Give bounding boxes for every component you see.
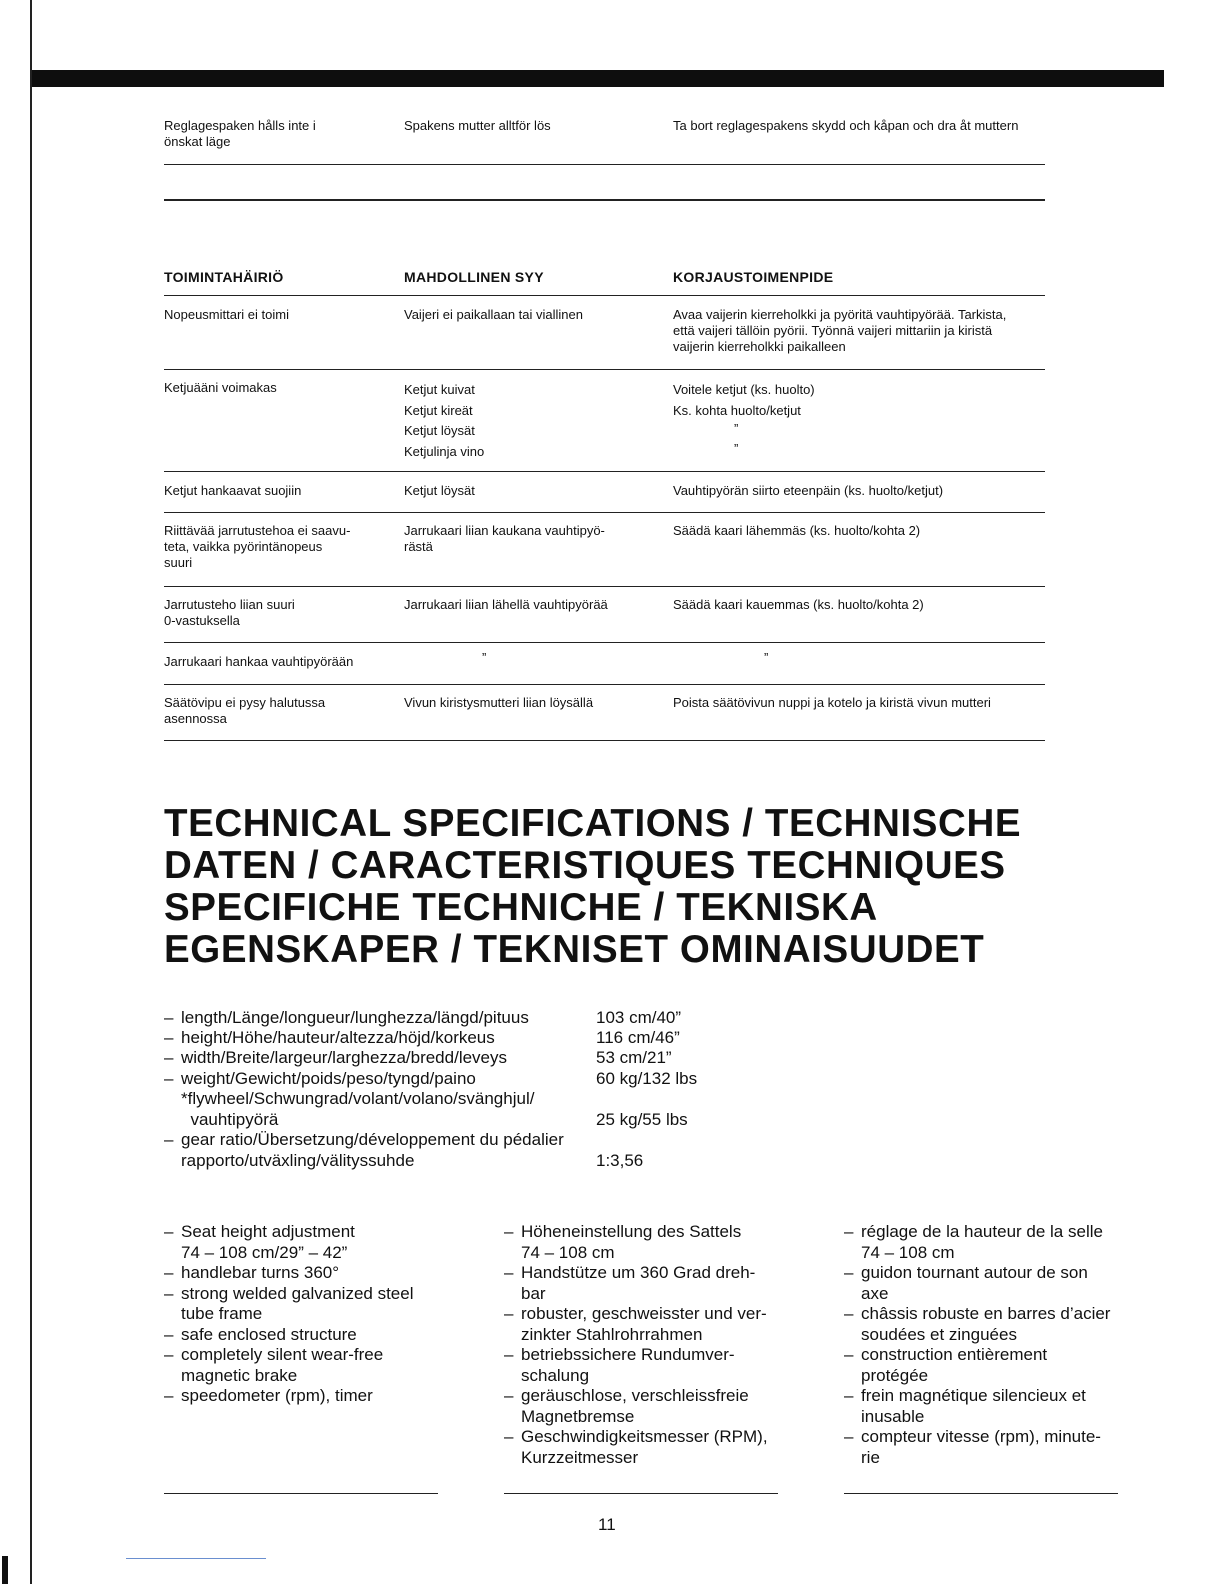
- spec-value: 53 cm/21”: [596, 1048, 672, 1067]
- feature-dash: –: [844, 1386, 854, 1405]
- feature-dash: –: [164, 1263, 174, 1282]
- fi-row-cause: Vivun kiristysmutteri liian löysällä: [404, 695, 594, 710]
- spec-dash: –: [164, 1069, 174, 1088]
- feature-text: Höheneinstellung des Sattels 74 – 108 cm: [521, 1222, 742, 1262]
- fi-row-cause: Jarrukaari liian lähellä vauhtipyörää: [404, 597, 608, 612]
- feature-dash: –: [844, 1345, 854, 1364]
- fi-row-divider: [164, 369, 1045, 370]
- spec-row: [164, 1069, 784, 1090]
- feature-item: [504, 1386, 794, 1427]
- feature-text: betriebssichere Rundumver- schalung: [521, 1345, 735, 1385]
- feature-dash: –: [844, 1427, 854, 1446]
- fi-row-cause-ditto: ”: [482, 650, 487, 665]
- feature-item: [844, 1345, 1144, 1386]
- column-rule: [164, 1493, 438, 1494]
- fi-row-problem: Jarrutusteho liian suuri 0-vastuksella: [164, 597, 295, 628]
- sv-row-divider: [164, 164, 1045, 165]
- spec-value: 1:3,56: [596, 1151, 644, 1170]
- feature-text: completely silent wear-free magnetic brake: [181, 1345, 384, 1385]
- spec-label: gear ratio/Übersetzung/développement du pédalier: [181, 1130, 564, 1149]
- feature-dash: –: [164, 1345, 174, 1364]
- fi-row-remedy: Säädä kaari lähemmäs (ks. huolto/kohta 2): [673, 523, 921, 538]
- feature-item: [504, 1304, 794, 1345]
- spec-value: 25 kg/55 lbs: [596, 1110, 688, 1129]
- feature-item: [504, 1222, 794, 1263]
- feature-dash: –: [844, 1222, 854, 1241]
- feature-dash: –: [504, 1304, 514, 1323]
- fi-row-cause: Jarrukaari liian kaukana vauhtipyö- rästä: [404, 523, 605, 554]
- feature-text: compteur vitesse (rpm), minute- rie: [861, 1427, 1101, 1467]
- feature-text: Seat height adjustment 74 – 108 cm/29” – 42”: [181, 1222, 355, 1262]
- feature-dash: –: [504, 1263, 514, 1282]
- feature-item: [164, 1345, 454, 1386]
- feature-text: speedometer (rpm), timer: [181, 1386, 373, 1405]
- fi-row-divider: [164, 642, 1045, 643]
- feature-text: châssis robuste en barres d’acier soudées et zinguées: [861, 1304, 1111, 1344]
- fi-row-remedy-ditto: ”: [764, 650, 769, 665]
- fi-row-problem: Jarrukaari hankaa vauhtipyörään: [164, 654, 354, 669]
- spec-row: [164, 1130, 784, 1151]
- spec-label: length/Länge/longueur/lunghezza/längd/pituus: [181, 1008, 529, 1027]
- feature-item: [844, 1427, 1144, 1468]
- feature-item: [844, 1222, 1144, 1263]
- header-bar: [32, 70, 1164, 87]
- fi-row-divider: [164, 471, 1045, 472]
- fi-table-bottom-rule: [164, 740, 1045, 741]
- feature-text: strong welded galvanized steel tube frame: [181, 1283, 414, 1323]
- fi-row-remedy: Säädä kaari kauemmas (ks. huolto/kohta 2): [673, 597, 924, 612]
- fi-row-problem: Ketjut hankaavat suojiin: [164, 483, 302, 498]
- scan-mark: [2, 1556, 8, 1584]
- spec-label: rapporto/utväxling/välityssuhde: [181, 1151, 415, 1170]
- spec-dash: –: [164, 1048, 174, 1067]
- fi-row-cause: Ketjut kuivat Ketjut kireät Ketjut löysät Ketjulinja vino: [404, 382, 485, 459]
- feature-text: Handstütze um 360 Grad dreh- bar: [521, 1263, 756, 1303]
- fi-header-rule: [164, 295, 1045, 296]
- feature-item: [164, 1284, 454, 1325]
- feature-dash: –: [164, 1324, 174, 1344]
- spec-row: [164, 1089, 784, 1110]
- feature-dash: –: [504, 1345, 514, 1364]
- feature-item: [504, 1345, 794, 1386]
- spec-label: width/Breite/largeur/larghezza/bredd/leveys: [181, 1048, 508, 1067]
- spec-value: 116 cm/46”: [596, 1028, 680, 1047]
- feature-dash: –: [504, 1222, 514, 1241]
- fi-row-remedy: Poista säätövivun nuppi ja kotelo ja kiristä vivun mutteri: [673, 695, 991, 710]
- feature-item: [844, 1386, 1144, 1427]
- spec-title: TECHNICAL SPECIFICATIONS / TECHNISCHE DATEN / CARACTERISTIQUES TECHNIQUES SPECIFICHE TECHNICHE / TEKNISKA EGENSKAPER / TEKNISET OMINAISUUDET: [164, 802, 1022, 971]
- spec-label: vauhtipyörä: [181, 1110, 279, 1129]
- feature-text: handlebar turns 360°: [181, 1263, 340, 1282]
- fi-row-problem: Säätövipu ei pysy halutussa asennossa: [164, 695, 326, 726]
- feature-text: frein magnétique silencieux et inusable: [861, 1386, 1086, 1426]
- fi-row-remedy: Voitele ketjut (ks. huolto) Ks. kohta huolto/ketjut: [673, 382, 815, 418]
- feature-text: Geschwindigkeitsmesser (RPM), Kurzzeitmesser: [521, 1427, 768, 1467]
- spec-dash: –: [164, 1008, 174, 1027]
- feature-item: [164, 1263, 454, 1284]
- page-edge-rule: [30, 0, 32, 1584]
- page-number: 11: [598, 1515, 616, 1534]
- spec-dash: –: [164, 1130, 174, 1149]
- feature-dash: –: [844, 1304, 854, 1323]
- fi-row-divider: [164, 586, 1045, 587]
- feature-text: safe enclosed structure: [181, 1324, 357, 1344]
- fi-row-problem: Ketjuääni voimakas: [164, 380, 277, 395]
- feature-item: [844, 1263, 1144, 1304]
- fi-row-problem: Riittävää jarrutustehoa ei saavu- teta, vaikka pyörintänopeus suuri: [164, 523, 351, 570]
- feature-item: [164, 1325, 454, 1346]
- fi-row-remedy: Vauhtipyörän siirto eteenpäin (ks. huolto/ketjut): [673, 483, 944, 498]
- fi-row-divider: [164, 512, 1045, 513]
- fi-header-problem: TOIMINTAHÄIRIÖ: [164, 269, 284, 285]
- spec-value: 60 kg/132 lbs: [596, 1069, 698, 1088]
- fi-row-cause: Vaijeri ei paikallaan tai viallinen: [404, 307, 583, 322]
- feature-text: geräuschlose, verschleissfreie Magnetbremse: [521, 1386, 749, 1426]
- sv-table-bottom-rule: [164, 199, 1045, 201]
- spec-row: [164, 1151, 784, 1172]
- spec-dash: –: [164, 1028, 174, 1047]
- feature-item: [504, 1427, 794, 1468]
- fi-row-divider: [164, 684, 1045, 685]
- feature-dash: –: [504, 1386, 514, 1405]
- feature-dash: –: [164, 1283, 174, 1303]
- sv-cause-cell: Spakens mutter alltför lös: [404, 118, 551, 133]
- feature-item: [504, 1263, 794, 1304]
- spec-row: [164, 1028, 784, 1049]
- sv-remedy-cell: Ta bort reglagespakens skydd och kåpan och dra åt muttern: [673, 118, 1019, 133]
- feature-text: construction entièrement protégée: [861, 1345, 1048, 1385]
- fi-header-cause: MAHDOLLINEN SYY: [404, 269, 544, 285]
- sv-problem-cell: Reglagespaken hålls inte i önskat läge: [164, 118, 316, 149]
- feature-item: [164, 1222, 454, 1263]
- spec-row: [164, 1048, 784, 1069]
- feature-dash: –: [164, 1386, 174, 1405]
- fi-ditto-mark: ”: [734, 421, 739, 436]
- feature-item: [844, 1304, 1144, 1345]
- feature-dash: –: [504, 1427, 514, 1446]
- feature-item: [164, 1386, 454, 1407]
- features-german: [504, 1222, 794, 1468]
- spec-value: 103 cm/40”: [596, 1008, 682, 1027]
- feature-text: guidon tournant autour de son axe: [861, 1263, 1088, 1303]
- feature-text: réglage de la hauteur de la selle 74 – 108 cm: [861, 1222, 1103, 1262]
- feature-text: robuster, geschweisster und ver- zinkter Stahlrohrrahmen: [521, 1304, 767, 1344]
- fi-header-remedy: KORJAUSTOIMENPIDE: [673, 269, 834, 285]
- spec-label: *flywheel/Schwungrad/volant/volano/svänghjul/: [181, 1089, 535, 1108]
- spec-row: [164, 1110, 784, 1131]
- features-french: [844, 1222, 1144, 1468]
- column-rule: [844, 1493, 1118, 1494]
- features-english: [164, 1222, 454, 1407]
- feature-dash: –: [844, 1263, 854, 1282]
- spec-row: [164, 1008, 784, 1029]
- feature-dash: –: [164, 1222, 174, 1241]
- fi-ditto-mark: ”: [734, 441, 739, 456]
- fi-row-problem: Nopeusmittari ei toimi: [164, 307, 289, 322]
- footer-line: [126, 1558, 266, 1559]
- fi-row-remedy: Avaa vaijerin kierreholkki ja pyöritä vauhtipyörää. Tarkista, että vaijeri tällöin pyörii. Työnnä vaijeri mittariin ja kiristä vaijerin kierreholkki paikalleen: [673, 307, 1007, 354]
- spec-label: height/Höhe/hauteur/altezza/höjd/korkeus: [181, 1028, 495, 1047]
- column-rule: [504, 1493, 778, 1494]
- fi-row-cause: Ketjut löysät: [404, 483, 475, 498]
- spec-label: weight/Gewicht/poids/peso/tyngd/paino: [181, 1069, 476, 1088]
